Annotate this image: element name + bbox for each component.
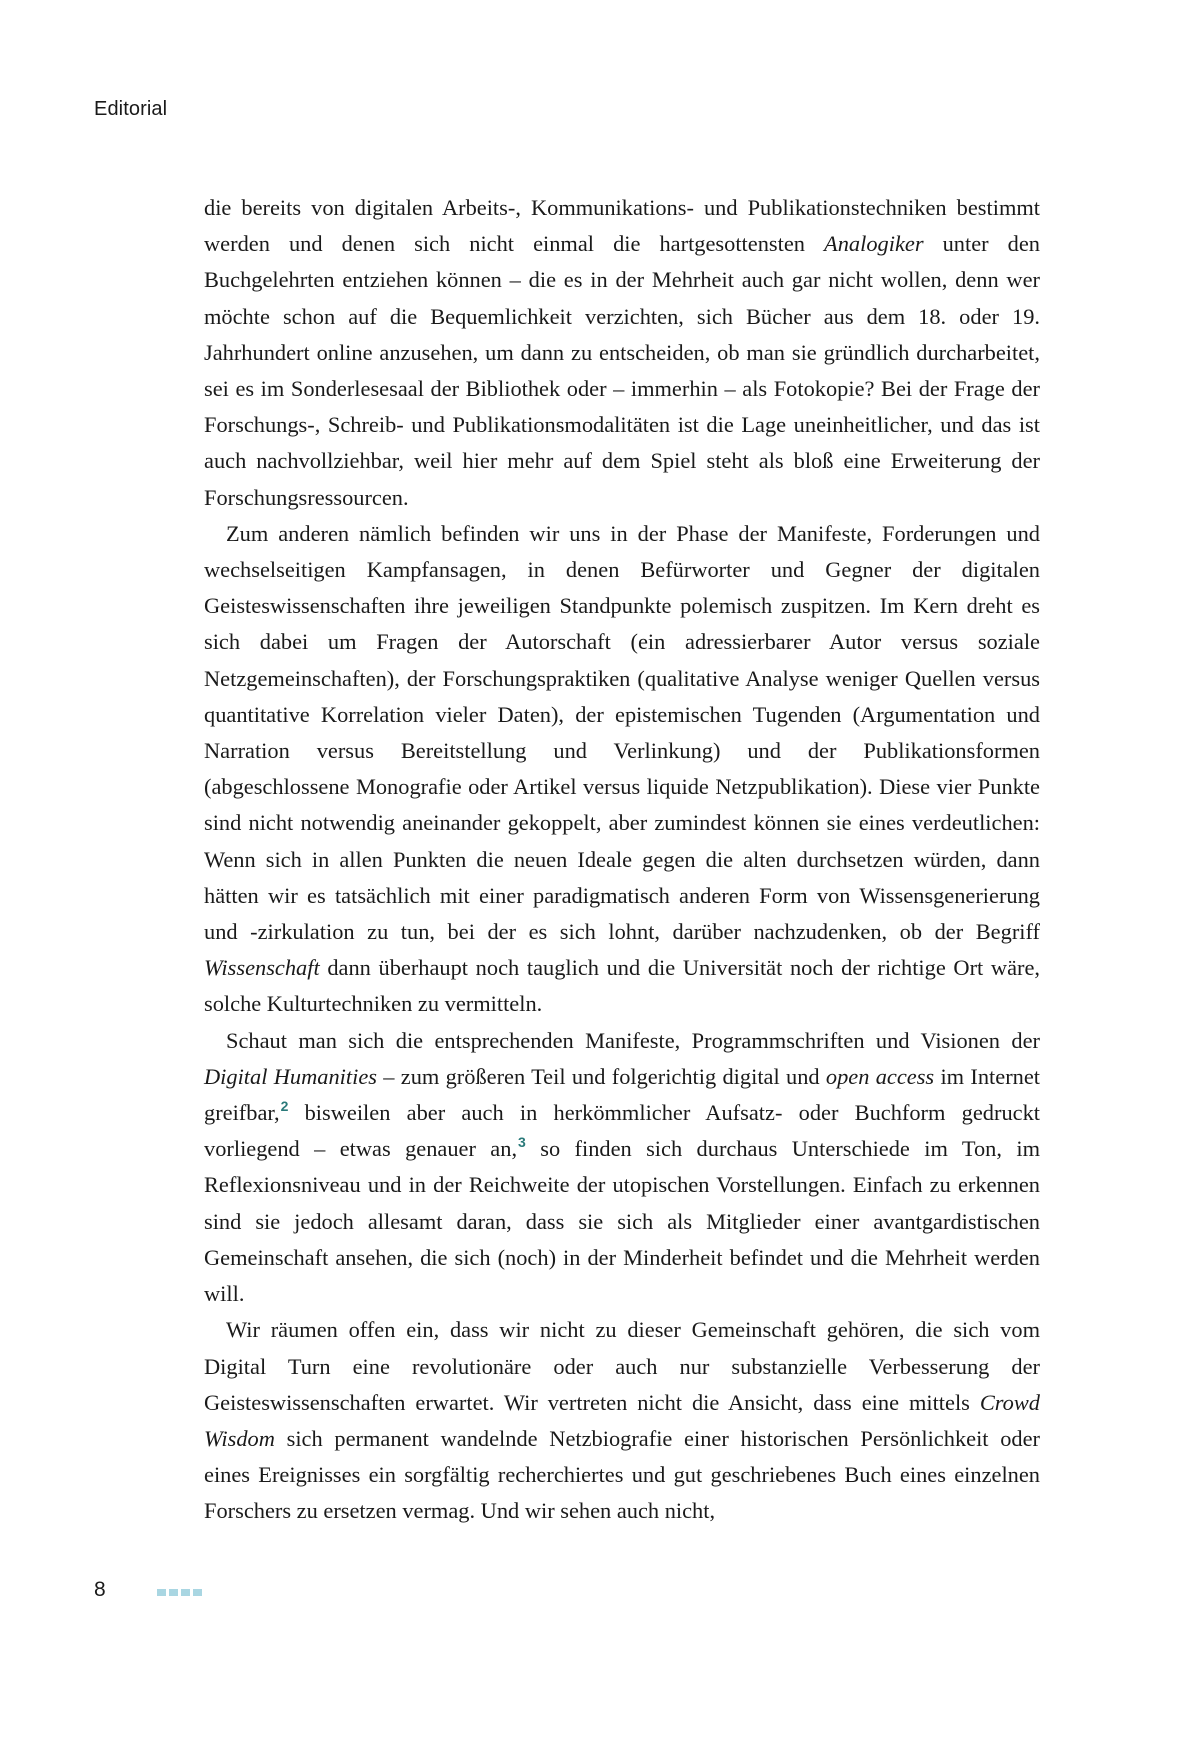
folio-decoration — [157, 1589, 202, 1596]
text-run: die bereits von digitalen Arbeits-, Kommunikations- und Publikationstechniken bestimmt werden und denen sich nicht einmal die hartgesottensten — [204, 195, 1040, 257]
italic-term: Digital Humanities — [204, 1063, 377, 1089]
paragraph-1 — [204, 190, 1040, 516]
text-run: Wir räumen offen ein, dass wir nicht zu dieser Gemeinschaft gehören, die sich vom Digital Turn eine revolutionäre oder auch nur substanzielle Verbesserung der Geisteswissenschaften erwartet. Wir vertreten nicht die Ansicht, dass eine mittels — [204, 1317, 1040, 1415]
folio-square — [157, 1589, 166, 1596]
footnote-marker: 2 — [280, 1098, 289, 1115]
text-run: so finden sich durchaus Unterschiede im Ton, im Reflexionsniveau und in der Reichweite der utopischen Vorstellungen. Einfach zu erkennen sind sie jedoch allesamt daran, dass sie sich als Mitglieder einer avantgardistischen Gemeinschaft ansehen, die sich (noch) in der Minderheit befindet und die Mehrheit werden will. — [204, 1136, 1040, 1307]
text-run: dann überhaupt noch tauglich und die Universität noch der richtige Ort wäre, solche Kulturtechniken zu vermitteln. — [204, 955, 1040, 1017]
text-run: Zum anderen nämlich befinden wir uns in der Phase der Manifeste, Forderungen und wechselseitigen Kampfansagen, in denen Befürworter und Gegner der digitalen Geisteswissenschaften ihre jeweiligen Standpunkte polemisch zuspitzen. Im Kern dreht es sich dabei um Fragen der Autorschaft (ein adressierbarer Autor versus soziale Netzgemeinschaften), der Forschungspraktiken (qualitative Analyse weniger Quellen versus quantitative Korrelation vieler Daten), der epistemischen Tugenden (Argumentation und Narration versus Bereitstellung und Verlinkung) und der Publikationsformen (abgeschlossene Monografie oder Artikel versus liquide Netzpublikation). Diese vier Punkte sind nicht notwendig aneinander gekoppelt, aber zumindest können sie eines verdeutlichen: Wenn sich in allen Punkten die neuen Ideale gegen die alten durchsetzen würden, dann hätten wir es tatsächlich mit einer paradigmatisch anderen Form von Wissensgenerierung und -zirkulation zu tun, bei der es sich lohnt, darüber nachzudenken, ob der Begriff — [204, 520, 1040, 945]
text-run: im Internet greifbar, — [204, 1063, 1041, 1126]
italic-term: open access — [825, 1063, 935, 1089]
running-head-title: Editorial — [94, 98, 168, 120]
text-run: unter den Buchgelehrten entziehen können – die es in der Mehrheit auch gar nicht wollen, denn wer möchte schon auf die Bequemlichkeit verzichten, sich Bücher aus dem 18. oder 19. Jahrhundert online anzusehen, um dann zu entscheiden, ob man sie gründlich durcharbeitet, sei es im Sonderlesesaal der Bibliothek oder – immerhin – als Fotokopie? Bei der Frage der Forschungs-, Schreib- und Publikationsmodalitäten ist die Lage uneinheitlicher, und das ist auch nachvollziehbar, weil hier mehr auf dem Spiel steht als bloß eine Erweiterung der Forschungsressourcen. — [204, 231, 1041, 510]
folio-square — [193, 1589, 202, 1596]
text-run: – zum größeren Teil und folgerichtig digital und — [376, 1063, 826, 1089]
body-text — [204, 190, 1040, 1530]
paragraph-4 — [204, 1312, 1040, 1529]
folio-square — [181, 1589, 190, 1596]
text-run: sich permanent wandelnde Netzbiografie einer historischen Persönlichkeit oder eines Ereignisses ein sorgfältig recherchiertes und gut geschriebenes Buch eines einzelnen Forschers zu ersetzen vermag. Und wir sehen auch nicht, — [204, 1425, 1040, 1524]
italic-term: Analogiker — [824, 231, 924, 257]
italic-term: Wissenschaft — [204, 955, 320, 981]
folio-square — [169, 1589, 178, 1596]
footnote-marker: 3 — [518, 1134, 526, 1151]
page-number: 8 — [94, 1578, 106, 1601]
text-run: bisweilen aber auch in herkömmlicher Aufsatz- oder Buchform gedruckt vorliegend – etwas genauer an, — [204, 1100, 1040, 1162]
text-run: Schaut man sich die entsprechenden Manifeste, Programmschriften und Visionen der — [226, 1027, 1040, 1053]
italic-term: Crowd Wisdom — [204, 1389, 1040, 1451]
paragraph-2 — [204, 516, 1040, 1023]
paragraph-3 — [204, 1023, 1040, 1313]
